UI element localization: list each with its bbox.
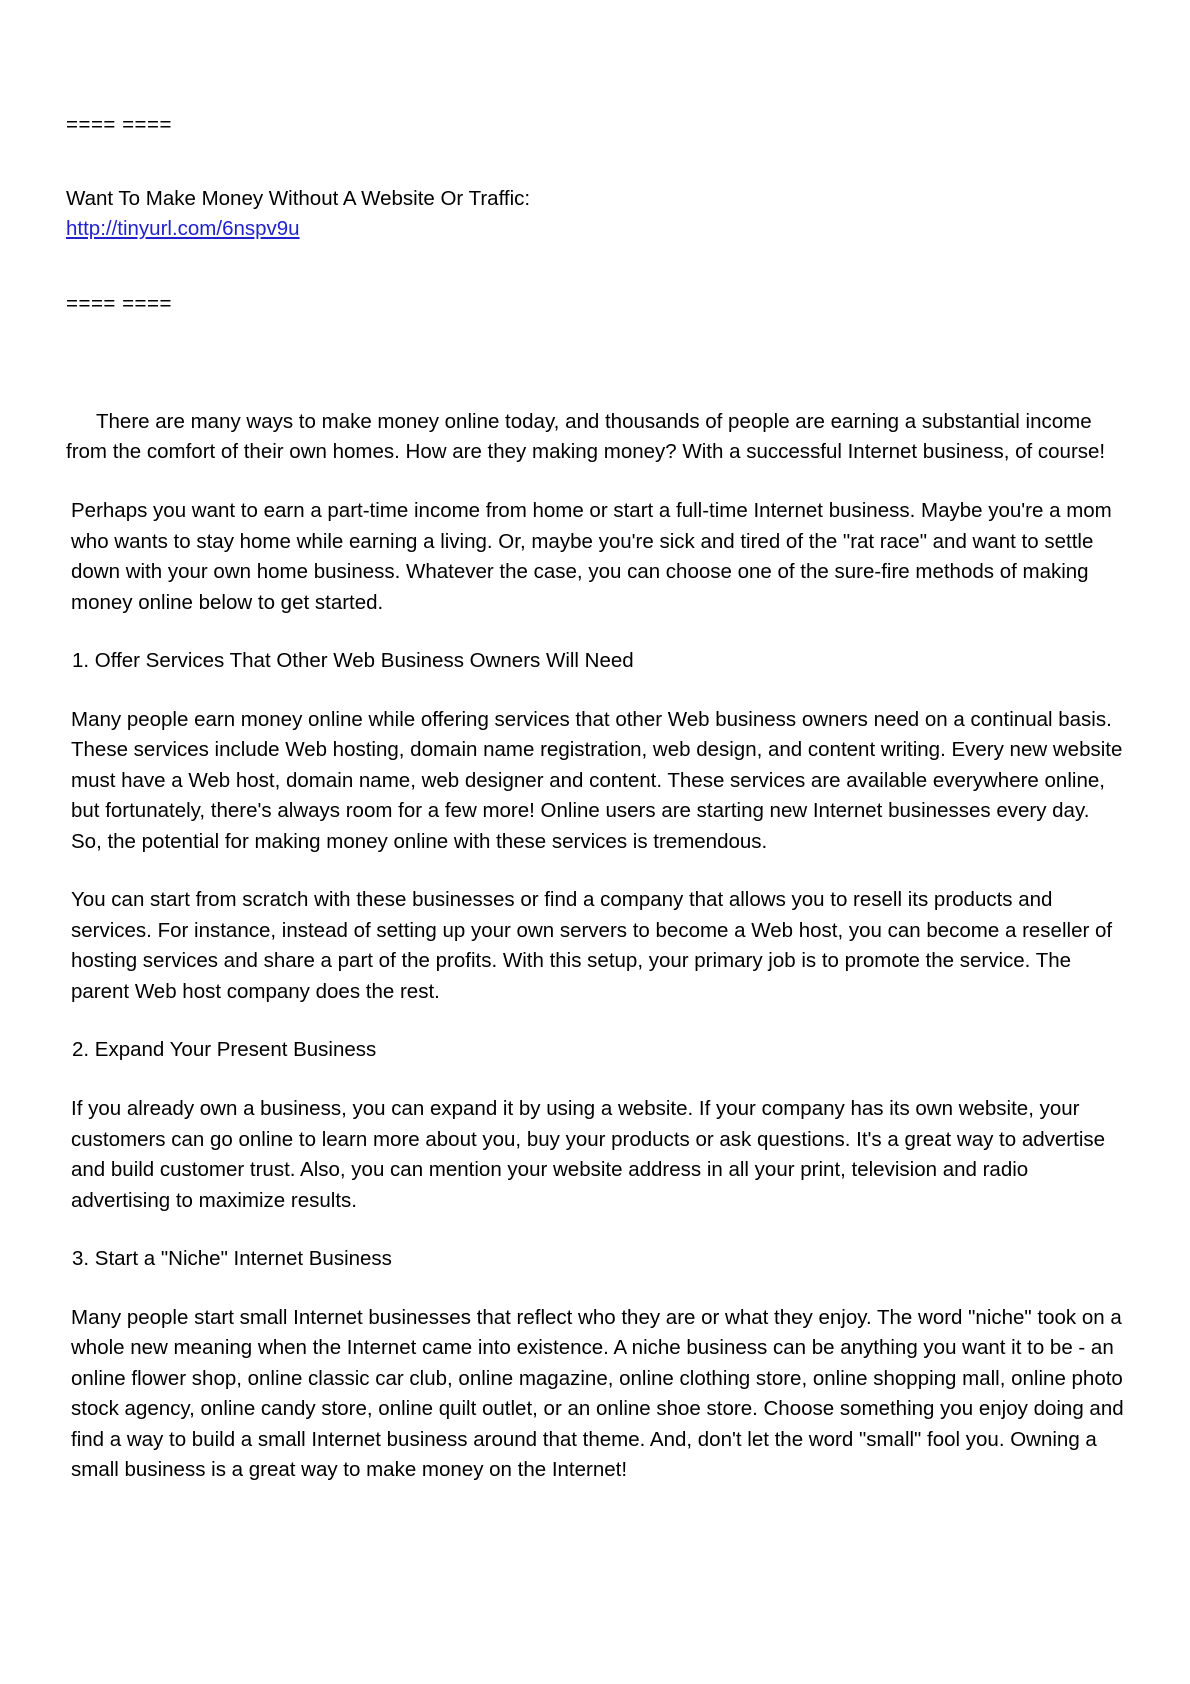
promo-link[interactable]: http://tinyurl.com/6nspv9u bbox=[66, 217, 300, 241]
separator-bottom: ==== ==== bbox=[66, 292, 172, 316]
section-heading-3: 3. Start a "Niche" Internet Business bbox=[72, 1247, 392, 1271]
paragraph-intro: There are many ways to make money online today, and thousands of people are earning a substantial income from the comfort of their own homes. How are they making money? With a successful Internet business, of course! bbox=[66, 409, 1106, 464]
paragraph-services-1: Many people earn money online while offering services that other Web business owners need on a continual basis. These services include Web hosting, domain name registration, web design, and content writing. Every new website must have a Web host, domain name, web designer and content. These services are available everywhere online, but fortunately, there's always room for a few more! Online users are starting new Internet businesses every day. So, the potential for making money online with these services is tremendous. bbox=[71, 707, 1123, 853]
paragraph-expand: If you already own a business, you can expand it by using a website. If your company has its own website, your customers can go online to learn more about you, buy your products or ask questions. It's a great way to advertise and build customer trust. Also, you can mention your website address in all your print, television and radio advertising to maximize results. bbox=[71, 1096, 1106, 1212]
promo-text: Want To Make Money Without A Website Or Traffic: bbox=[66, 186, 531, 210]
separator-top: ==== ==== bbox=[66, 113, 172, 136]
spacer bbox=[66, 365, 1124, 407]
paragraph-services-2: You can start from scratch with these businesses or find a company that allows you to resell its products and services. For instance, instead of setting up your own servers to become a Web host, you can become a reseller of hosting services and share a part of the profits. With this setup, your primary job is to promote the service. The parent Web host company does the rest. bbox=[71, 888, 1113, 1003]
paragraph-motivation: Perhaps you want to earn a part-time income from home or start a full-time Internet business. Maybe you're a mom who wants to stay home while earning a living. Or, maybe you're sick and tired of the "rat race" and want to settle down with your own home business. Whatever the case, you can choose one of the sure-fire methods of making money online below to get started. bbox=[71, 499, 1112, 614]
promo-block bbox=[66, 184, 1124, 246]
section-heading-1: 1. Offer Services That Other Web Business Owners Will Need bbox=[72, 649, 634, 673]
paragraph-niche: Many people start small Internet businesses that reflect who they are or what they enjoy. The word "niche" took on a whole new meaning when the Internet came into existence. A niche business can be anything you want it to be - an online flower shop, online classic car club, online magazine, online clothing store, online shopping mall, online photo stock agency, online candy store, online quilt outlet, or an online shoe store. Choose something you enjoy doing and find a way to build a small Internet business around that theme. And, don't let the word "small" fool you. Owning a small business is a great way to make money on the Internet! bbox=[71, 1305, 1124, 1482]
section-heading-2: 2. Expand Your Present Business bbox=[72, 1038, 377, 1062]
